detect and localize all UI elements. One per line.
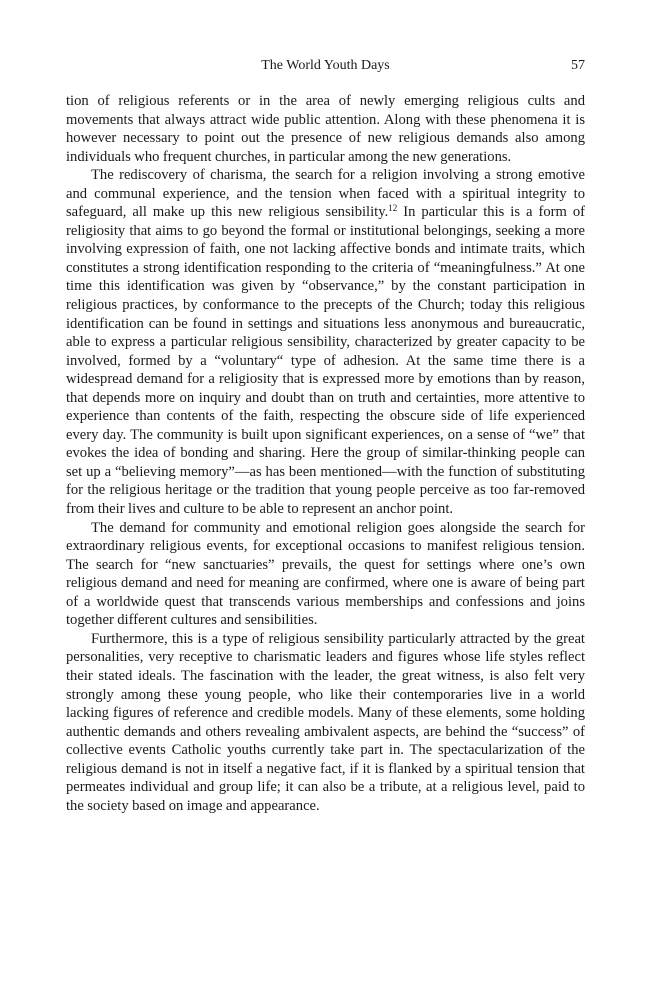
paragraph-2-text-after-note: In particular this is a form of religiosity that aims to go beyond the formal or institutional belongings, seeking a more involving expression of faith, one not lacking affective bonds and intimate traits, which constitutes a strong identification responding to the criteria of “meaningfulness.” At one time this identification was given by “observance,” by the constant participation in religious practices, by conformance to the precepts of the Church; today this religious identification can be found in settings and situations less anonymous and bureaucratic, able to express a particular religious sensibility, characterized by greater capacity to be involved, formed by a “voluntary“ type of adhesion. At the same time there is a widespread demand for a religiosity that is expressed more by emotions than by reason, that depends more on inquiry and doubt than on truth and certainties, more attentive to experience than contents of the faith, respecting the obscure side of life experienced every day. The community is built upon significant experiences, on a sense of “we” that evokes the idea of bonding and sharing. Here the group of similar-thinking people can set up a “believing memory”—as has been mentioned—with the function of substituting for the religious heritage or the tradition that young people perceive as too far-removed from their lives and culture to be able to represent an anchor point.	[66, 204, 585, 518]
running-title: The World Youth Days	[261, 58, 390, 73]
footnote-reference: 12	[388, 203, 398, 214]
page-number: 57	[571, 58, 585, 73]
paragraph-1: tion of religious referents or in the area of newly emerging religious cults and movements that always attract wide public attention. Along with these phenomena it is however necessary to point out the presence of new religious demands also among individuals who frequent churches, in particular among the new generations.	[66, 93, 585, 165]
paragraph-4: Furthermore, this is a type of religious sensibility particularly attracted by the great personalities, very receptive to charismatic leaders and figures whose life styles reflect their stated ideals. The fascination with the leader, the great witness, is also felt very strongly among these young people, who like their contemporaries live in a world lacking figures of reference and credible models. Many of these elements, some holding authentic demands and others revealing ambivalent aspects, are behind the “success” of collective events Catholic youths currently take part in. The spectacularization of the religious demand is not in itself a negative fact, if it is flanked by a spiritual tension that permeates individual and group life; it can also be a tribute, at a religious level, paid to the society based on image and appearance.	[66, 630, 585, 814]
paragraph-2-text-before-note: The rediscovery of charisma, the search for a religion involving a strong emotive and communal experience, and the tension when faced with a spiritual integrity to safeguard, all make up this new religious sensibility.	[66, 167, 585, 221]
paragraph-3: The demand for community and emotional religion goes alongside the search for extraordinary religious events, for exceptional occasions to manifest religious tension. The search for “new sanctuaries” prevails, the quest for settings where one’s own religious demand and need for meaning are confirmed, where one is aware of being part of a worldwide quest that transcends various memberships and confessions and joins together different cultures and sensibilities.	[66, 519, 585, 629]
paragraph-2	[66, 166, 585, 518]
body-text	[66, 92, 585, 815]
running-head	[66, 56, 585, 76]
